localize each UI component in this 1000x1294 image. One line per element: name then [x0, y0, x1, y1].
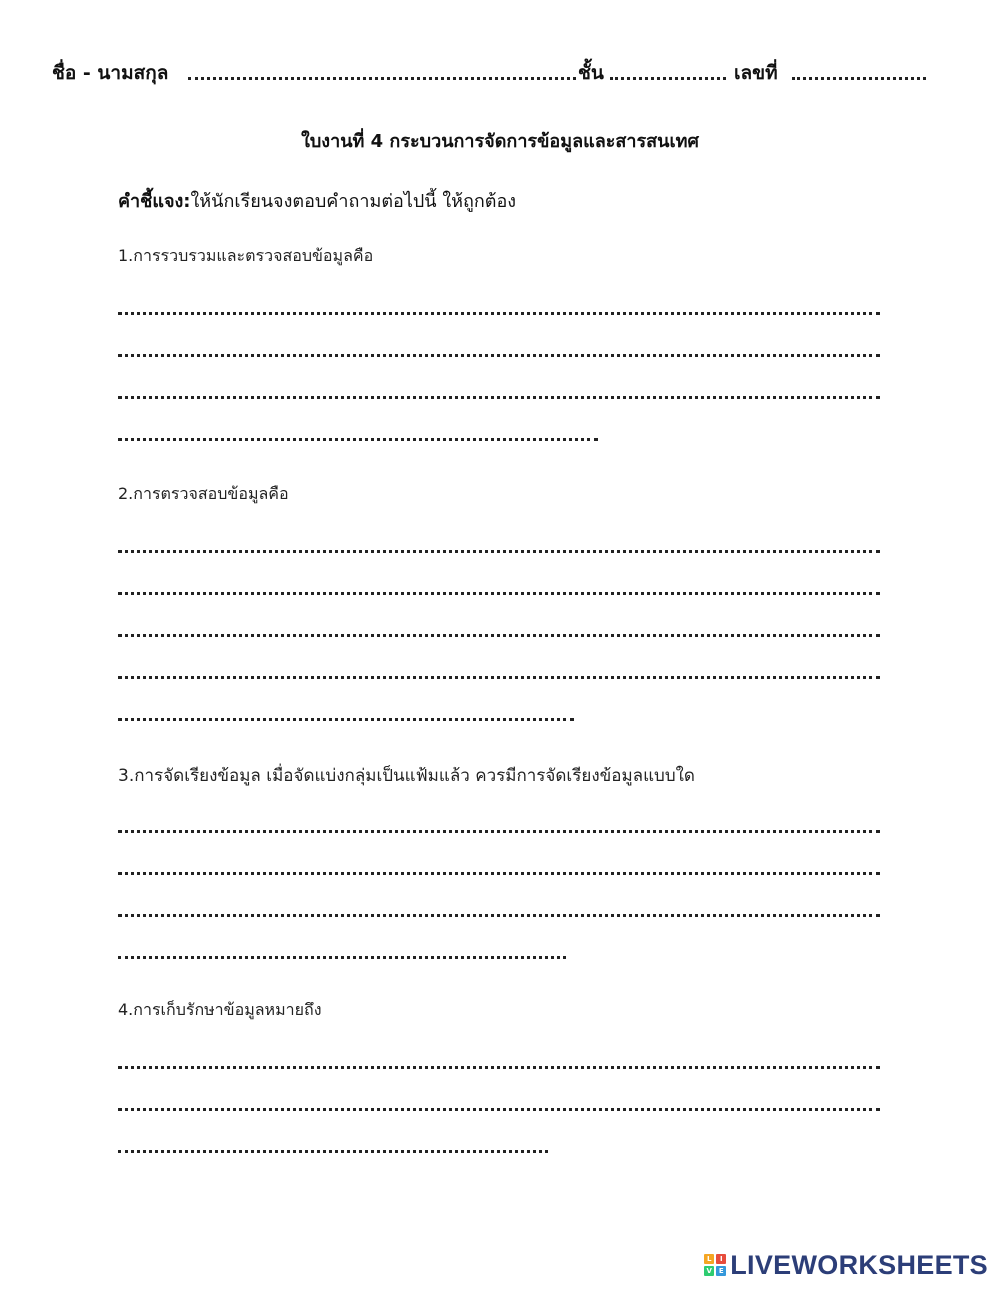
answer-line-q4[interactable] — [118, 1108, 880, 1111]
question-3: 3.การจัดเรียงข้อมูล เมื่อจัดแบ่งกลุ่มเป็นแฟ้มแล้ว ควรมีการจัดเรียงข้อมูลแบบใด — [118, 766, 695, 786]
answer-line-q2[interactable] — [118, 634, 880, 637]
answer-line-q3[interactable] — [118, 872, 880, 875]
logo-letter-l: L — [704, 1254, 714, 1264]
answer-line-q3[interactable] — [118, 956, 566, 959]
logo-letter-v: V — [704, 1266, 714, 1276]
liveworksheets-logo — [704, 1250, 988, 1280]
instruction-label: คำชี้แจง: — [118, 191, 191, 212]
answer-line-q1[interactable] — [118, 438, 598, 441]
answer-line-q2[interactable] — [118, 592, 880, 595]
answer-line-q3[interactable] — [118, 914, 880, 917]
answer-line-q2[interactable] — [118, 718, 574, 721]
answer-line-q2[interactable] — [118, 550, 880, 553]
instruction — [118, 186, 516, 215]
student-info-header — [52, 58, 932, 92]
answer-line-q1[interactable] — [118, 354, 880, 357]
answer-line-q2[interactable] — [118, 676, 880, 679]
answer-line-q3[interactable] — [118, 830, 880, 833]
number-field[interactable] — [792, 77, 926, 80]
logo-grid-icon — [704, 1254, 726, 1276]
question-4: 4.การเก็บรักษาข้อมูลหมายถึง — [118, 1000, 322, 1019]
question-2: 2.การตรวจสอบข้อมูลคือ — [118, 484, 289, 503]
class-field[interactable] — [610, 77, 726, 80]
answer-line-q1[interactable] — [118, 312, 880, 315]
answer-line-q1[interactable] — [118, 396, 880, 399]
name-label: ชื่อ - นามสกุล — [52, 62, 169, 84]
class-label: ชั้น — [578, 62, 604, 84]
answer-line-q4[interactable] — [118, 1066, 880, 1069]
logo-wordmark: LIVEWORKSHEETS — [730, 1249, 988, 1280]
answer-line-q4[interactable] — [118, 1150, 548, 1153]
logo-letter-e: E — [716, 1266, 726, 1276]
number-label: เลขที่ — [734, 62, 778, 84]
logo-letter-i: I — [716, 1254, 726, 1264]
question-1: 1.การรวบรวมและตรวจสอบข้อมูลคือ — [118, 246, 374, 265]
worksheet-title: ใบงานที่ 4 กระบวนการจัดการข้อมูลและสารสนเทศ — [301, 131, 699, 152]
name-field[interactable] — [188, 77, 576, 80]
instruction-text: ให้นักเรียนจงตอบคำถามต่อไปนี้ ให้ถูกต้อง — [190, 191, 517, 212]
